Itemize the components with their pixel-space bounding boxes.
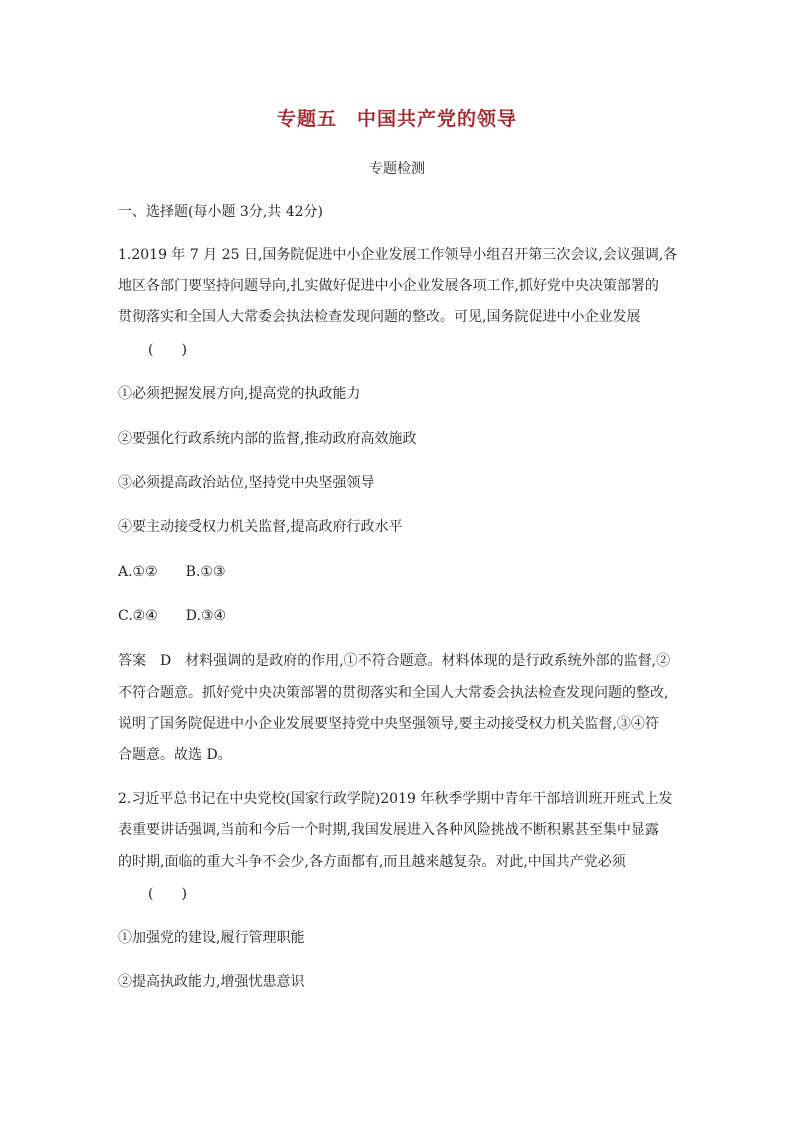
q2-stem-line-2: 表重要讲话强调,当前和今后一个时期,我国发展进入各种风险挑战不断积累甚至集中显露 [118,822,659,838]
q1-stem-line-3: 贯彻落实和全国人大常委会执法检查发现问题的整改。可见,国务院促进中小企业发展 [118,309,641,325]
q1-answer-bracket: ( ) [148,342,187,358]
q1-option-3: ③必须提高政治站位,坚持党中央坚强领导 [118,475,375,491]
q1-option-4: ④要主动接受权力机关监督,提高政府行政水平 [118,519,403,535]
q1-option-2: ②要强化行政系统内部的监督,推动政府高效施政 [118,431,417,447]
q1-choices-ab: A.①② B.①③ [118,564,226,580]
q2-stem-line-1: 2.习近平总书记在中央党校(国家行政学院)2019 年秋季学期中青年干部培训班开班式上发 [118,791,673,807]
q1-choices-cd: C.②④ D.③④ [118,608,227,624]
q2-option-2: ②提高执政能力,增强忧患意识 [118,974,305,990]
q2-stem-line-3: 的时期,面临的重大斗争不会少,各方面都有,而且越来越复杂。对此,中国共产党必须 [118,854,626,870]
q1-answer-line-4: 合题意。故选 D。 [118,747,232,763]
q1-answer-line-3: 说明了国务院促进中小企业发展要坚持党中央坚强领导,要主动接受权力机关监督,③④符 [118,716,659,732]
page-subtitle: 专题检测 [369,161,425,177]
q1-stem-line-2: 地区各部门要坚持问题导向,扎实做好促进中小企业发展各项工作,抓好党中央决策部署的 [118,278,659,294]
q2-option-1: ①加强党的建设,履行管理职能 [118,930,305,946]
q1-option-1: ①必须把握发展方向,提高党的执政能力 [118,386,361,402]
q1-answer-line-1: 答案 D 材料强调的是政府的作用,①不符合题意。材料体现的是行政系统外部的监督,② [118,653,671,669]
page-title: 专题五 中国共产党的领导 [276,108,517,130]
q1-answer-line-2: 不符合题意。抓好党中央决策部署的贯彻落实和全国人大常委会执法检查发现问题的整改, [118,685,669,701]
section-heading: 一、选择题(每小题 3分,共 42分) [118,204,323,220]
q1-stem-line-1: 1.2019 年 7 月 25 日,国务院促进中小企业发展工作领导小组召开第三次会议,会议强调,各 [118,247,678,263]
q2-answer-bracket: ( ) [148,886,187,902]
